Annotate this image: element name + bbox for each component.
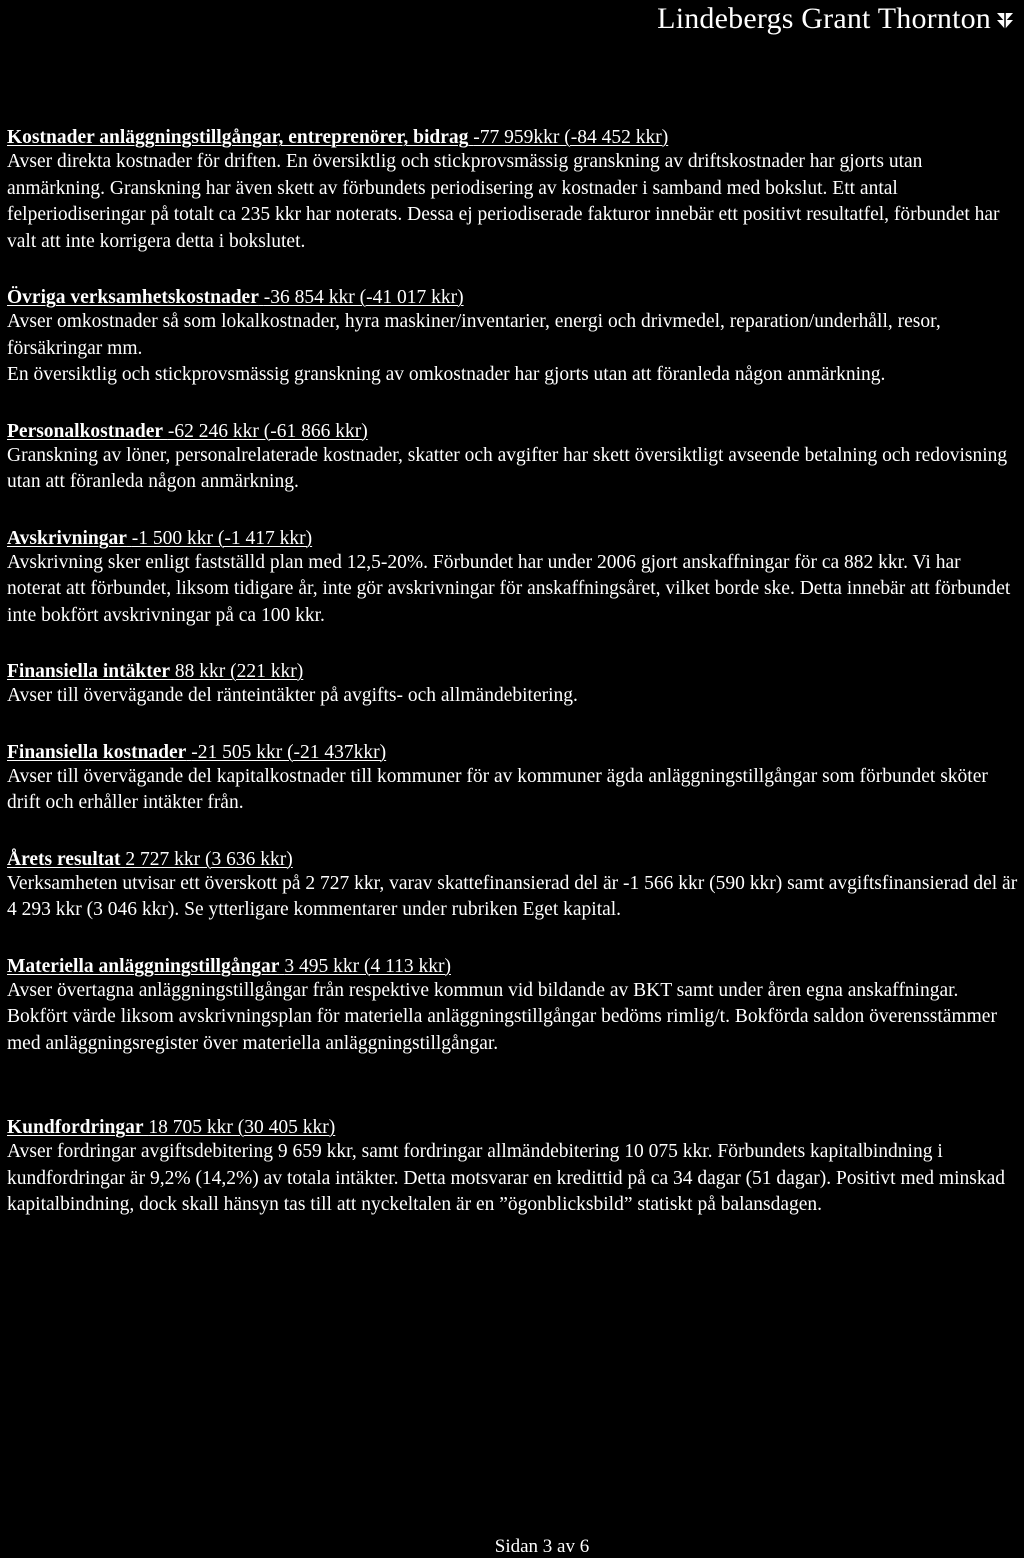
section-paragraph: Avskrivning sker enligt fastställd plan med 12,5-20%. Förbundet har under 2006 gjort anskaffningar för ca 882 kkr. Vi har noterat att förbundet, liksom tidigare år, inte gör avskrivningar för anskaffningsåret, vilket borde ske. Detta innebär att förbundet inte bokfört avskrivningar på ca 100 kkr. [7, 551, 1011, 626]
section-heading-label: Materiella anläggningstillgångar [7, 955, 280, 977]
section-materiella-anlaggningstillgangar [7, 956, 1019, 1058]
section-body [7, 443, 1019, 496]
section-heading-label: Finansiella kostnader [7, 741, 187, 763]
section-paragraph: Avser direkta kostnader för driften. En översiktlig och stickprovsmässig granskning av driftskostnader har gjorts utan anmärkning. Granskning har även skett av förbundets periodisering av kostnader i samband med bokslut. Ett antal felperiodiseringar på totalt ca 235 kkr har noterats. Dessa ej periodiserade fakturor innebär ett positivt resultatfel, förbundet har valt att inte korrigera detta i bokslutet. [7, 151, 1000, 252]
section-heading [7, 287, 1019, 309]
section-heading [7, 661, 1019, 683]
section-heading [7, 956, 1019, 978]
section-body [7, 871, 1019, 924]
section-heading-label: Personalkostnader [7, 420, 163, 442]
section-finansiella-intakter [7, 661, 1019, 710]
section-heading [7, 742, 1019, 764]
section-body [7, 764, 1019, 817]
section-ovriga-verksamhetskostnader [7, 287, 1019, 389]
section-body [7, 309, 1019, 389]
section-heading-label: Kundfordringar [7, 1117, 144, 1138]
section-paragraph: Avser övertagna anläggningstillgångar från respektive kommun vid bildande av BKT samt under åren egna anskaffningar. Bokfört värde liksom avskrivningsplan för materiella anläggningstillgångar bedöms rimlig/t. Bokförda saldon överensstämmer med anläggningsregister över materiella anläggningstillgångar. [7, 979, 997, 1054]
section-heading-label: Övriga verksamhetskostnader [7, 287, 259, 308]
section-paragraph: En översiktlig och stickprovsmässig granskning av omkostnader har gjorts utan att föranleda någon anmärkning. [7, 364, 886, 385]
section-heading [7, 528, 1019, 550]
section-paragraph: Avser fordringar avgiftsdebitering 9 659 kkr, samt fordringar allmändebitering 10 075 kkr. Förbundets kapitalbindning i kundfordringar är 9,2% (14,2%) av totala intäkter. Detta motsvarar en kredittid på ca 34 dagar (51 dagar). Positivt med minskad kapitalbindning, dock skall hänsyn tas till att nyckeltalen är en ”ögonblicksbild” statiskt på balansdagen. [7, 1141, 1005, 1215]
document-body [7, 127, 1019, 1251]
section-body [7, 550, 1019, 630]
section-heading [7, 421, 1019, 443]
section-heading-amount: 18 705 kkr (30 405 kkr) [148, 1117, 336, 1138]
section-heading-amount: -62 246 kkr (-61 866 kkr) [167, 420, 368, 442]
section-arets-resultat [7, 849, 1019, 924]
section-personalkostnader [7, 421, 1019, 496]
section-heading-label: Kostnader anläggningstillgångar, entreprenörer, bidrag [7, 127, 469, 148]
firm-name: Lindebergs Grant Thornton [657, 2, 991, 35]
section-heading-amount: -77 959kkr (-84 452 kkr) [473, 127, 669, 148]
page-header [657, 2, 1016, 36]
section-heading-label: Finansiella intäkter [7, 661, 171, 682]
section-body [7, 978, 1019, 1058]
section-paragraph: Avser till övervägande del kapitalkostnader till kommuner för av kommuner ägda anläggningstillgångar som förbundet sköter drift och erhåller intäkter från. [7, 765, 988, 813]
section-heading [7, 1117, 1019, 1139]
grant-thornton-logo-icon [994, 9, 1016, 31]
section-paragraph: Granskning av löner, personalrelaterade kostnader, skatter och avgifter har skett översiktligt avseende betalning och redovisning utan att föranleda någon anmärkning. [7, 444, 1008, 492]
section-avskrivningar [7, 528, 1019, 630]
section-heading-amount: -21 505 kkr (-21 437kkr) [191, 741, 387, 763]
section-heading-amount: -36 854 kkr (-41 017 kkr) [263, 287, 464, 308]
section-body [7, 149, 1019, 255]
section-heading-amount: 88 kkr (221 kkr) [174, 661, 304, 682]
section-paragraph: Avser omkostnader så som lokalkostnader, hyra maskiner/inventarier, energi och drivmedel, reparation/underhåll, resor, försäkringar mm. [7, 311, 941, 359]
section-kundfordringar [7, 1117, 1019, 1219]
section-body [7, 683, 1019, 710]
section-paragraph: Verksamheten utvisar ett överskott på 2 727 kkr, varav skattefinansierad del är -1 566 kkr (590 kkr) samt avgiftsfinansierad del är 4 293 kkr (3 046 kkr). Se ytterligare kommentarer under rubriken Eget kapital. [7, 872, 1018, 920]
section-heading-label: Avskrivningar [7, 527, 127, 549]
section-heading-amount: 3 495 kkr (4 113 kkr) [284, 955, 451, 977]
page-number: Sidan 3 av 6 [494, 1536, 590, 1557]
section-body [7, 1139, 1019, 1219]
section-kostnader-anlaggningstillgangar [7, 127, 1019, 255]
section-heading-amount: 2 727 kkr (3 636 kkr) [125, 848, 293, 870]
section-heading [7, 127, 1019, 149]
section-finansiella-kostnader [7, 742, 1019, 817]
section-heading-amount: -1 500 kkr (-1 417 kkr) [131, 527, 313, 549]
section-heading [7, 849, 1019, 871]
section-heading-label: Årets resultat [7, 848, 121, 870]
section-paragraph: Avser till övervägande del ränteintäkter på avgifts- och allmändebitering. [7, 685, 578, 706]
